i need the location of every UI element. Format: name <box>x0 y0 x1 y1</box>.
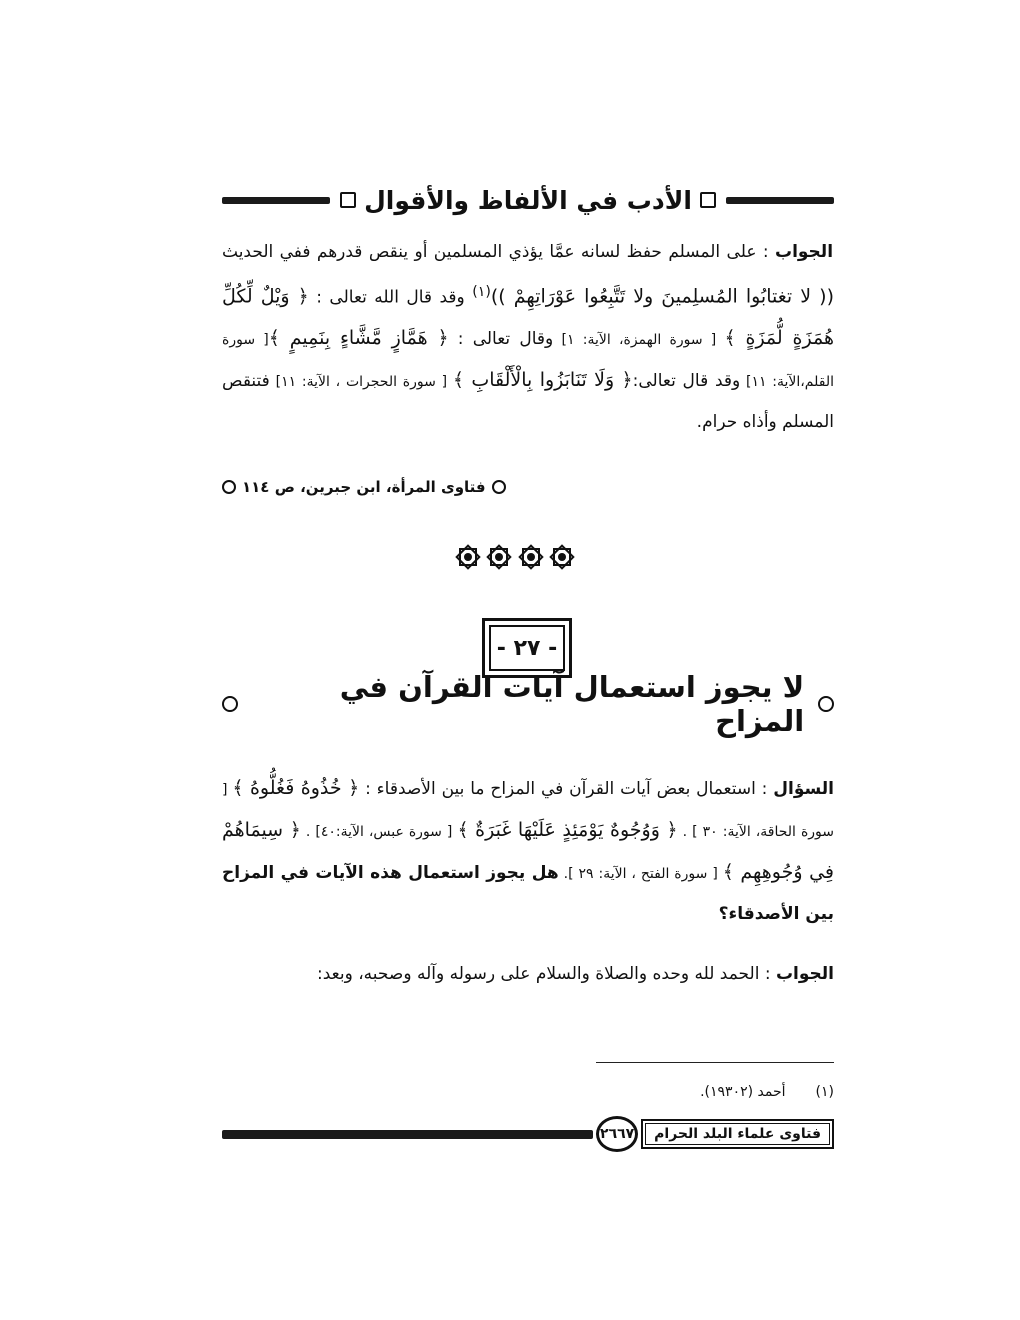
star-ornament-icon <box>455 544 481 570</box>
header-rule <box>222 197 330 204</box>
section-heading <box>222 670 834 738</box>
answer-intro-text: : الحمد لله وحده والصلاة والسلام على رسوله وآله وصحبه، وبعد: <box>317 964 776 984</box>
verse-reference: [ سورة القلم،الآية: ١١] <box>222 331 834 390</box>
circle-bullet-icon <box>222 480 236 494</box>
circle-bullet-icon <box>222 696 238 712</box>
circle-bullet-icon <box>492 480 506 494</box>
question-number-box <box>482 618 572 678</box>
footnote-number: (١) <box>815 1084 834 1100</box>
footnote-text: أحمد (١٩٣٠٢). <box>700 1084 786 1100</box>
answer-text: فتنقص المسلم وأذاه حرام. <box>222 370 834 432</box>
star-ornament-icon <box>486 544 512 570</box>
footer-rule <box>222 1130 593 1139</box>
answer-intro-paragraph <box>222 954 834 994</box>
hadith-text: (( لا تغتابُوا المُسلِمينَ ولا تَتَّبِعُوا عَوْرَاتِهِمْ )) <box>490 285 834 308</box>
answer-label: الجواب <box>775 964 834 984</box>
answer-text: : على المسلم حفظ لسانه عمَّا يؤذي المسلمين أو ينقص قدرهم ففي الحديث <box>222 242 775 262</box>
verse-reference: [ سورة عبس، الآية:٤٠] . <box>300 824 458 840</box>
question-text: : استعمال بعض آيات القرآن في المزاح ما بين الأصدقاء : <box>359 779 774 799</box>
footnote <box>600 1084 834 1100</box>
question-paragraph <box>222 768 834 934</box>
square-bullet-icon <box>340 192 356 208</box>
section-divider-ornaments <box>455 537 575 577</box>
running-header <box>222 180 834 220</box>
page-footer <box>222 1114 834 1154</box>
quran-verse: ﴿ سِيمَاهُمْ فِي وُجُوهِهِم ﴾ <box>222 819 834 883</box>
star-ornament-icon <box>518 544 544 570</box>
answer-text: وقال تعالى : <box>448 328 554 349</box>
page-number: ٢٦٦٧ <box>596 1116 638 1152</box>
quran-verse: ﴿ هَمَّازٍ مَّشَّاءٍ بِنَمِيمٍ ﴾ <box>268 326 449 349</box>
verse-reference: [ سورة الحجرات ، الآية: ١١] <box>269 373 453 390</box>
star-ornament-icon <box>549 544 575 570</box>
header-rule <box>726 197 834 204</box>
answer-label: الجواب <box>774 242 834 262</box>
quran-verse: ﴿ خُذُوهُ فَغُلُّوهُ ﴾ <box>232 777 360 799</box>
source-citation <box>222 472 834 502</box>
header-title-group <box>330 186 726 215</box>
source-text: فتاوى المرأة، ابن جبرين، ص ١١٤ <box>242 478 486 496</box>
quran-verse: ﴿ وَوُجُوهٌ يَوْمَئِذٍ عَلَيْهَا غَبَرَةٌ ﴾ <box>457 819 678 841</box>
square-bullet-icon <box>700 192 716 208</box>
verse-reference: [ سورة الحاقة، الآية: ٣٠ ] . <box>222 782 835 840</box>
book-title-box <box>641 1119 834 1149</box>
question-text: هل يجوز استعمال هذه الآيات في المزاح بين الأصدقاء؟ <box>222 863 834 924</box>
answer-paragraph <box>222 232 834 442</box>
quran-verse: ﴿ وَيْلٌ لِّكُلِّ هُمَزَةٍ لُّمَزَةٍ ﴾ <box>222 285 834 349</box>
header-title: الأدب في الألفاظ والأقوال <box>364 185 692 215</box>
footnote-rule <box>596 1062 834 1063</box>
circle-bullet-icon <box>818 696 834 712</box>
question-number: - ٢٧ - <box>489 625 565 671</box>
answer-text: وقد قال تعالى: <box>632 370 741 391</box>
question-label: السؤال <box>773 779 834 799</box>
quran-verse: ﴿ وَلَا تَنَابَزُوا بِالْأَلْقَابِ ﴾ <box>452 368 633 391</box>
book-title: فتاوى علماء البلد الحرام <box>645 1123 830 1145</box>
section-title: لا يجوز استعمال آيات القرآن في المزاح <box>339 670 805 738</box>
footnote-marker: (١) <box>472 284 491 300</box>
answer-text: وقد قال الله تعالى : <box>308 287 473 308</box>
verse-reference: [ سورة الهمزة، الآية: ١] <box>553 331 725 348</box>
verse-reference: [ سورة الفتح ، الآية: ٢٩ ]. <box>558 866 723 882</box>
